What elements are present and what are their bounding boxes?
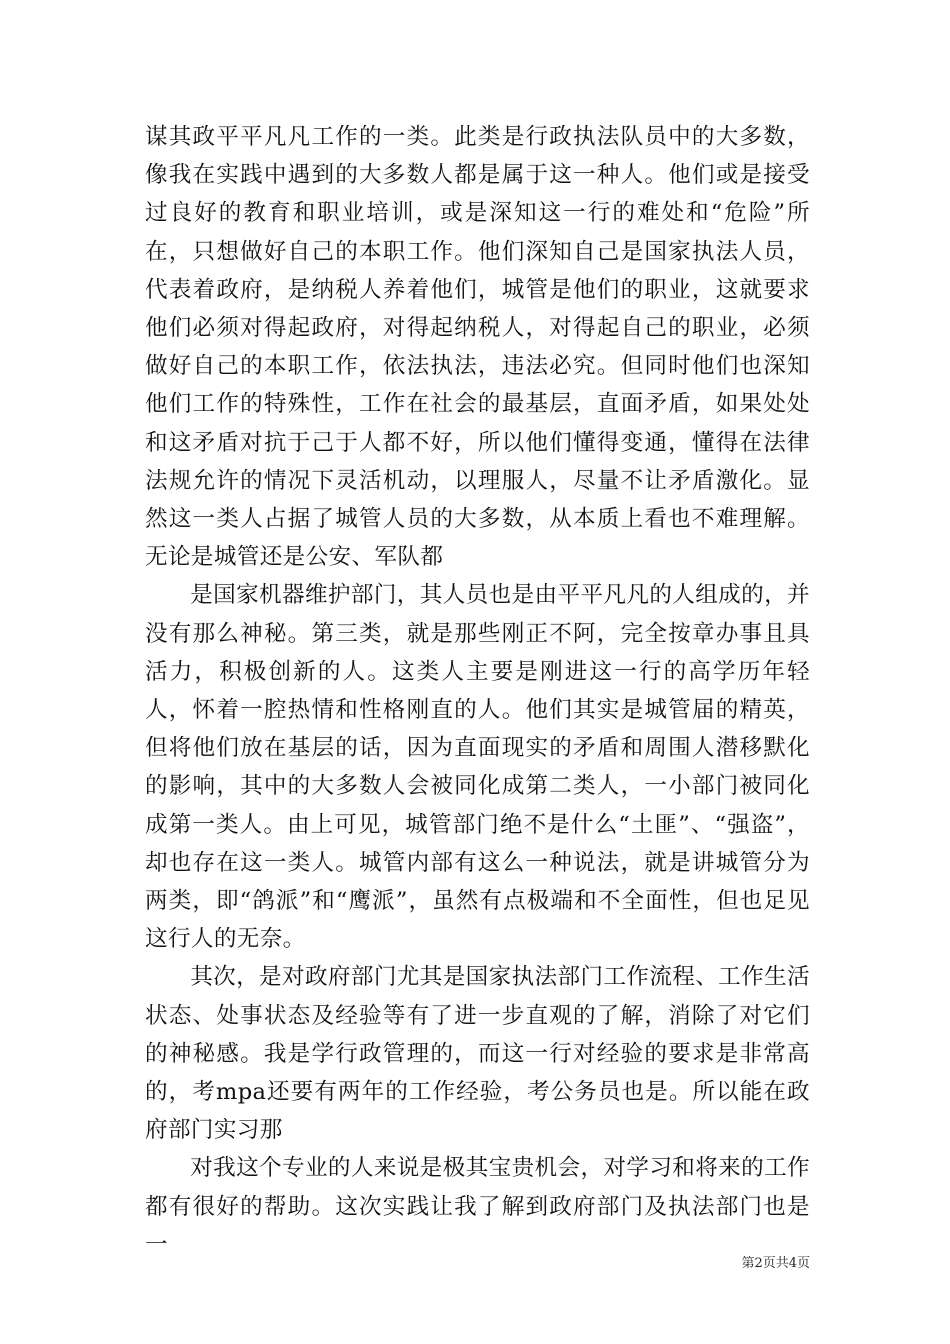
- paragraph-4: 对我这个专业的人来说是极其宝贵机会，对学习和将来的工作都有很好的帮助。这次实践让我了解到政府部门及执法部门也是一: [145, 1155, 810, 1258]
- paragraph-2: 是国家机器维护部门，其人员也是由平平凡凡的人组成的，并没有那么神秘。第三类，就是那些刚正不阿，完全按章办事且具活力，积极创新的人。这类人主要是刚进这一行的高学历年轻人，怀着一腔热情和性格刚直的人。他们其实是城管届的精英，但将他们放在基层的话，因为直面现实的矛盾和周围人潜移默化的影响，其中的大多数人会被同化成第二类人，一小部门被同化成第一类人。由上可见，城管部门绝不是什么“土匪”、“强盗”，却也存在这一类人。城管内部有这么一种说法，就是讲城管分为两类，即“鸽派”和“鹰派”，虽然有点极端和不全面性，但也足见这行人的无奈。: [145, 582, 810, 953]
- paragraph-3: 其次，是对政府部门尤其是国家执法部门工作流程、工作生活状态、处事状态及经验等有了进一步直观的了解，消除了对它们的神秘感。我是学行政管理的，而这一行对经验的要求是非常高的，考mpa还要有两年的工作经验，考公务员也是。所以能在政府部门实习那: [145, 964, 810, 1144]
- page-number-footer: 第2页共4页: [741, 1256, 810, 1271]
- document-body: [145, 118, 810, 1264]
- paragraph-1: 谋其政平平凡凡工作的一类。此类是行政执法队员中的大多数，像我在实践中遇到的大多数人都是属于这一种人。他们或是接受过良好的教育和职业培训，或是深知这一行的难处和“危险”所在，只想做好自己的本职工作。他们深知自己是国家执法人员，代表着政府，是纳税人养着他们，城管是他们的职业，这就要求他们必须对得起政府，对得起纳税人，对得起自己的职业，必须做好自己的本职工作，依法执法，违法必究。但同时他们也深知他们工作的特殊性，工作在社会的最基层，直面矛盾，如果处处和这矛盾对抗于己于人都不好，所以他们懂得变通，懂得在法律法规允许的情况下灵活机动，以理服人，尽量不让矛盾激化。显然这一类人占据了城管人员的大多数，从本质上看也不难理解。无论是城管还是公安、军队都: [145, 124, 810, 571]
